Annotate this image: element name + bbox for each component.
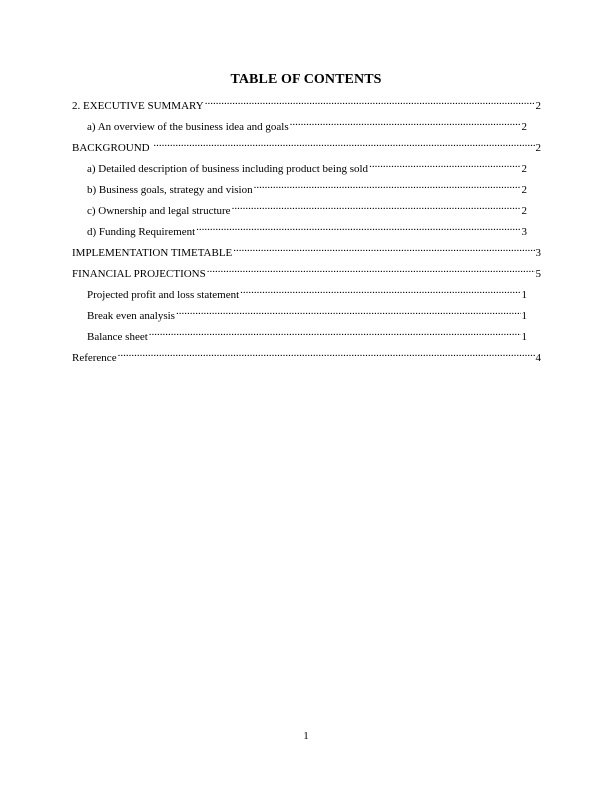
toc-entry-text: d) Funding Requirement [87,226,196,238]
toc-leader-dots [232,198,521,214]
toc-entry-page: 3 [535,247,541,259]
toc-entry-business-goals[interactable] [87,177,527,196]
toc-leader-dots [118,345,535,361]
toc-entry-financial-projections[interactable] [72,261,541,280]
toc-leader-dots [149,324,521,340]
toc-entry-page: 2 [521,184,527,196]
toc-entry-text: FINANCIAL PROJECTIONS [72,268,206,280]
toc-entry-page: 3 [521,226,527,238]
toc-entry-page: 2 [521,205,527,217]
toc-entry-implementation-timetable[interactable] [72,240,541,259]
toc-leader-dots [369,156,520,172]
toc-leader-dots [176,303,521,319]
toc-leader-dots [240,282,520,298]
toc-entry-text: b) Business goals, strategy and vision [87,184,253,196]
toc-entry-executive-summary[interactable] [72,93,541,112]
toc-leader-dots [153,135,534,151]
toc-entry-page: 2 [521,163,527,175]
toc-entry-text: c) Ownership and legal structure [87,205,231,217]
toc-entry-ownership[interactable] [87,198,527,217]
toc-entry-page: 1 [521,331,527,343]
toc-leader-dots [196,219,520,235]
toc-entry-profit-loss[interactable] [87,282,527,301]
toc-entry-text: Reference [72,352,117,364]
toc-entry-text: Break even analysis [87,310,175,322]
toc-entry-balance-sheet[interactable] [87,324,527,343]
toc-entry-text: Projected profit and loss statement [87,289,240,301]
toc-leader-dots [207,261,535,277]
toc-entry-page: 2 [521,121,527,133]
toc-entry-text: Balance sheet [87,331,148,343]
toc-entry-background[interactable] [72,135,541,154]
toc-entry-page: 5 [535,268,541,280]
toc-leader-dots [254,177,521,193]
toc-leader-dots [290,114,521,130]
toc-entry-business-description[interactable] [87,156,527,175]
toc-entry-text: a) Detailed description of business including product being sold [87,163,369,175]
page-number: 1 [303,730,309,742]
toc-entry-funding-requirement[interactable] [87,219,527,238]
toc-entry-page: 2 [535,100,541,112]
toc-entry-page: 4 [535,352,541,364]
toc-leader-dots [233,240,534,256]
toc-entry-page: 1 [521,310,527,322]
toc-entry-text: a) An overview of the business idea and goals [87,121,289,133]
toc-entry-text: IMPLEMENTATION TIMETABLE [72,247,233,259]
toc-entry-page: 1 [521,289,527,301]
toc-leader-dots [205,93,535,109]
toc-title: TABLE OF CONTENTS [230,72,382,87]
toc-entry-business-overview[interactable] [87,114,527,133]
toc-entry-text: 2. EXECUTIVE SUMMARY [72,100,204,112]
toc-entry-page: 2 [535,142,541,154]
toc-entry-text: BACKGROUND [72,142,153,154]
toc-entry-reference[interactable] [72,345,541,364]
toc-entry-break-even[interactable] [87,303,527,322]
